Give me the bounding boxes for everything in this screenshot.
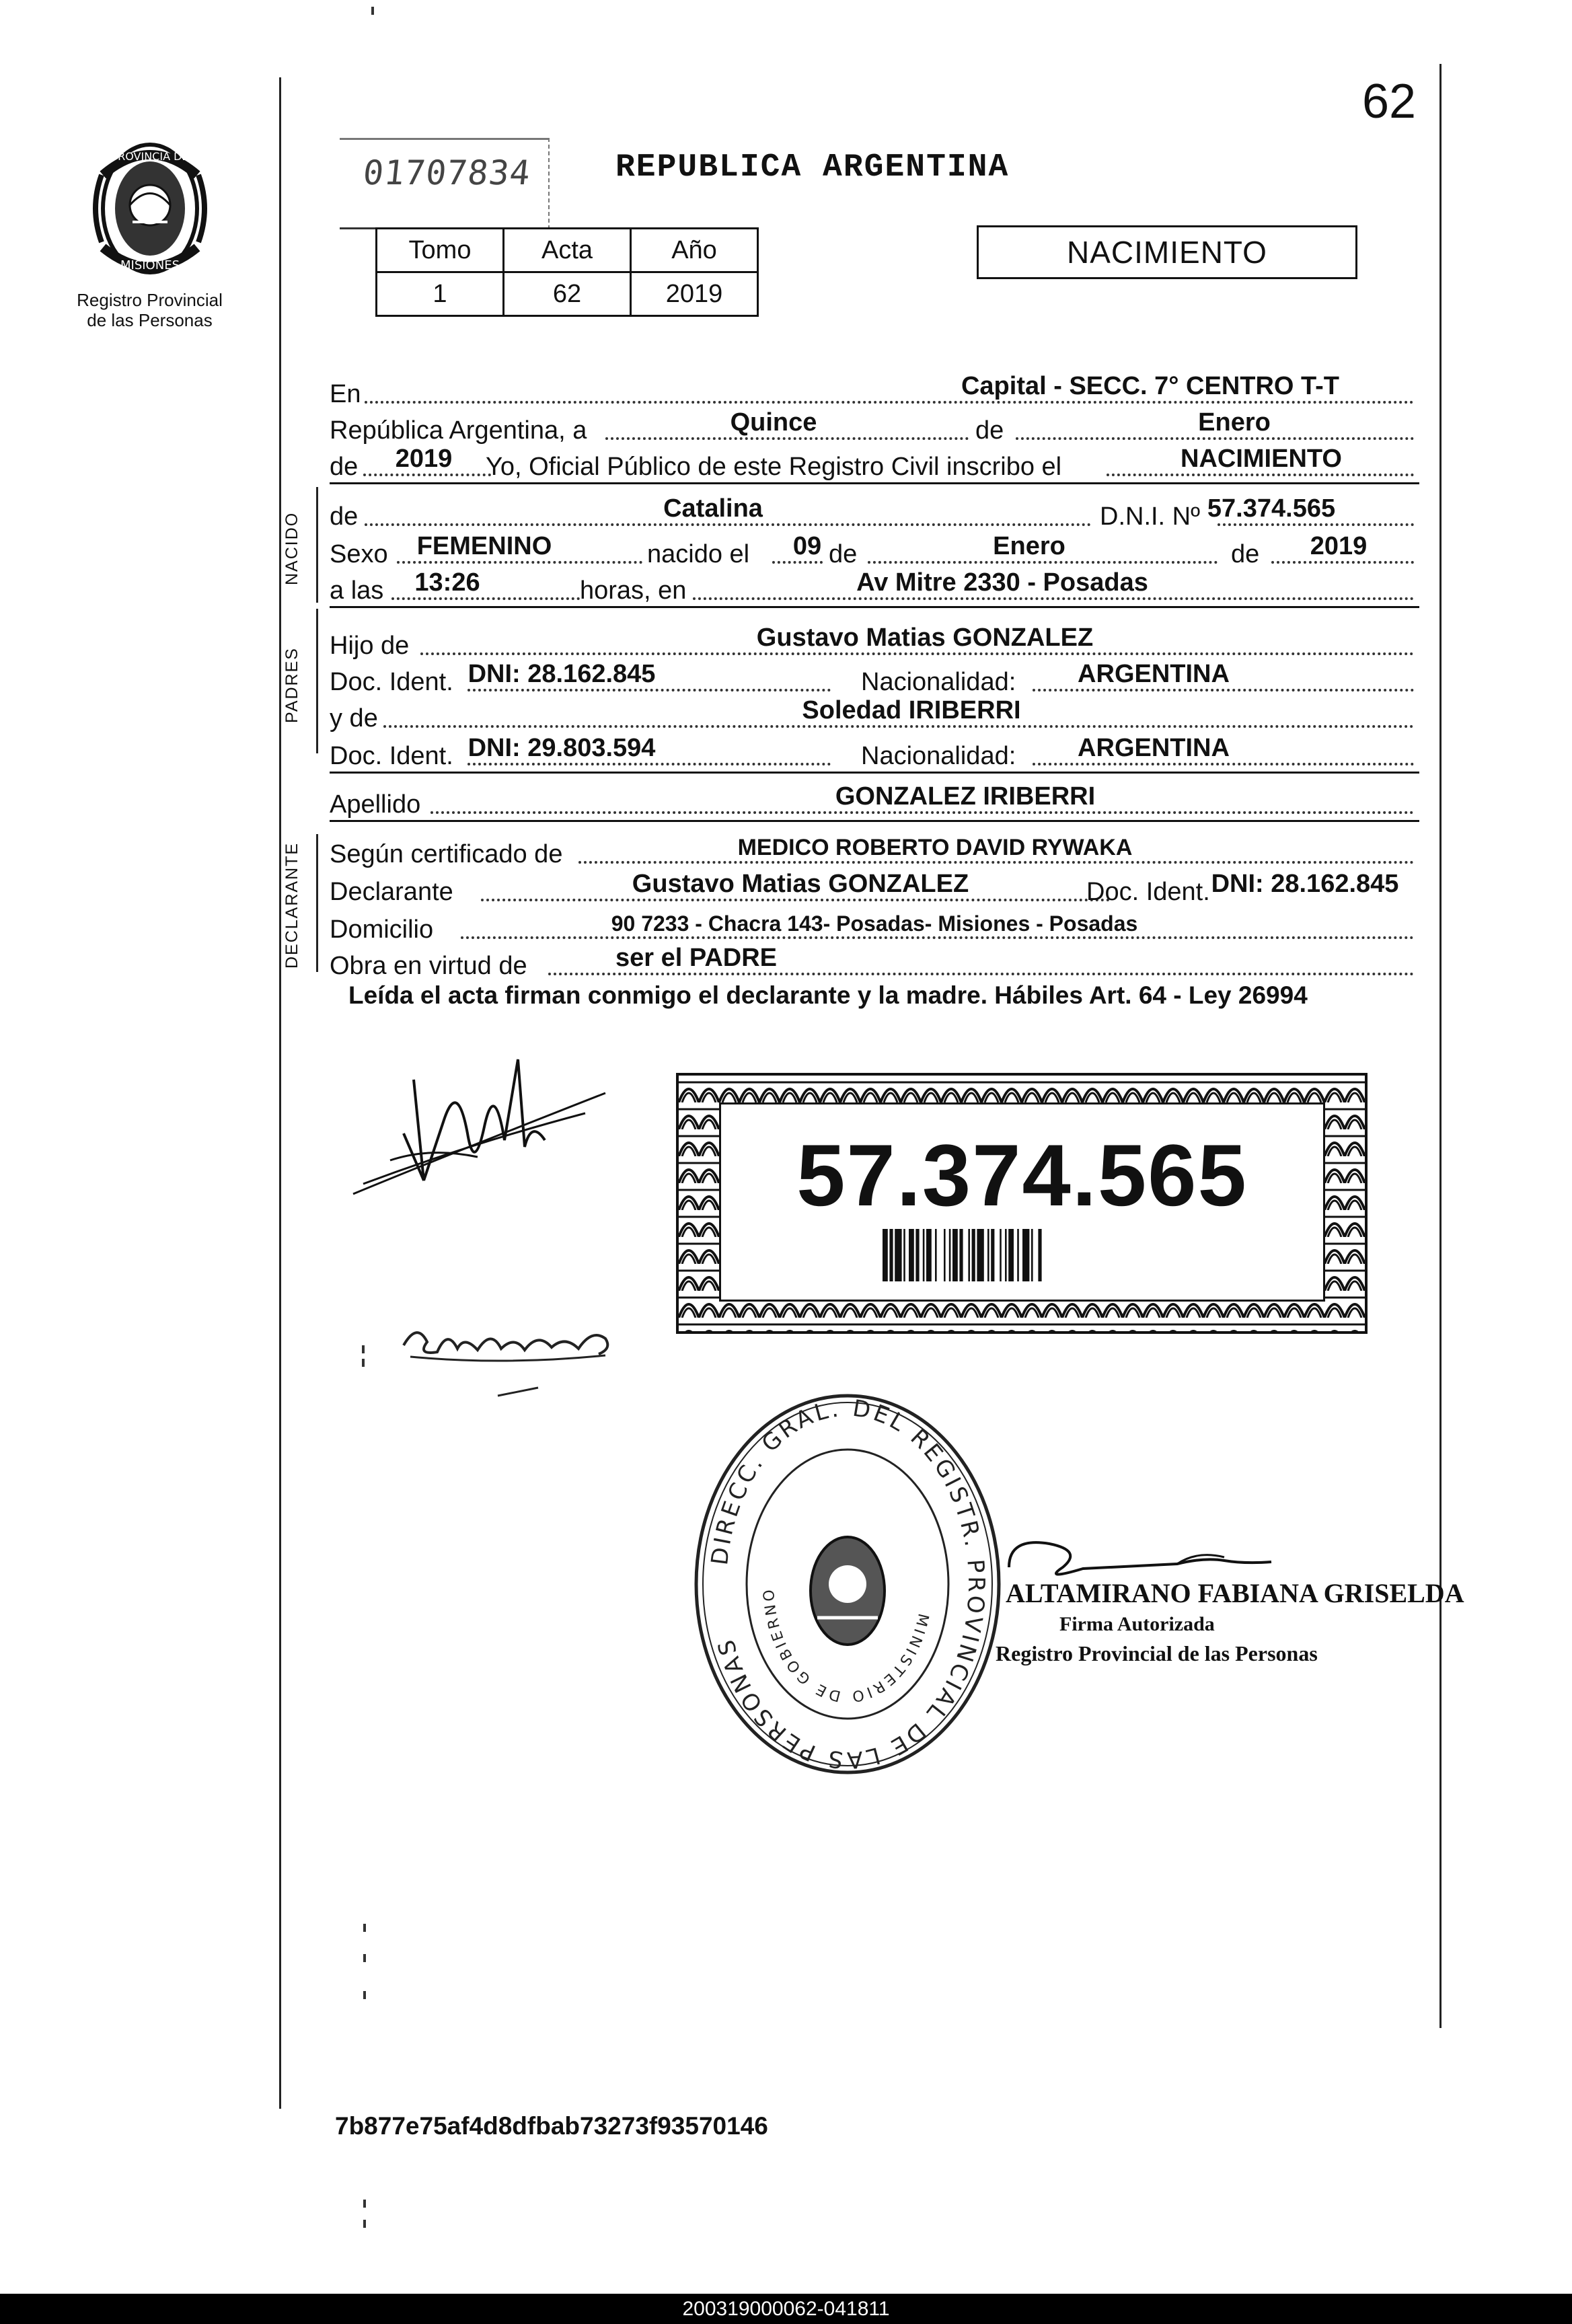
official-stamp	[686, 1389, 1009, 1779]
row-domicilio	[330, 904, 1419, 944]
row-inscripcion	[330, 441, 1419, 482]
provincial-logo	[64, 135, 235, 330]
row-padre-doc	[330, 657, 1419, 697]
value-nac-dia: 09	[792, 532, 822, 560]
misiones-seal-icon	[83, 135, 217, 283]
row-declarante	[330, 866, 1419, 907]
value-nac-anio: 2019	[1310, 532, 1368, 560]
table-header-anio: Año	[631, 229, 758, 272]
side-label-padres: PADRES	[283, 647, 301, 723]
row-padre	[330, 620, 1419, 661]
label-apellido: Apellido	[330, 790, 421, 819]
row-lugar	[330, 369, 1419, 409]
row-obra	[330, 940, 1419, 981]
signer-office: Registro Provincial de las Personas	[996, 1641, 1318, 1665]
section-underline	[330, 606, 1419, 608]
mark	[362, 1345, 365, 1353]
record-table-value-row	[377, 272, 758, 316]
label-de-nombre: de	[330, 502, 359, 531]
dotted-leader	[467, 763, 831, 765]
dotted-leader	[1271, 561, 1414, 564]
label-doc-ident-madre: Doc. Ident.	[330, 742, 453, 770]
label-de-nac-anio: de	[1231, 540, 1260, 568]
stamp-outer-text: DIRECC. GRAL. DEL REGISTR. PROVINCIAL DE LAS PERSONAS	[706, 1394, 990, 1774]
value-acto: NACIMIENTO	[1181, 445, 1342, 473]
dotted-leader	[461, 936, 1414, 939]
value-apellido: GONZALEZ IRIBERRI	[835, 782, 1096, 811]
table-header-acta: Acta	[504, 229, 631, 272]
dotted-leader	[868, 561, 1218, 564]
label-sexo: Sexo	[330, 540, 388, 568]
mark	[363, 1954, 366, 1962]
dotted-leader	[772, 561, 823, 564]
logo-top-text: PROVINCIA DE	[110, 150, 189, 163]
label-horas-en: horas, en	[580, 576, 687, 605]
value-dia: Quince	[730, 408, 817, 437]
side-label-declarante: DECLARANTE	[283, 841, 301, 969]
mark	[363, 2200, 366, 2208]
dotted-leader	[1016, 437, 1414, 440]
dotted-leader	[481, 899, 1110, 901]
mark	[363, 2220, 366, 2228]
page-number: 62	[1362, 75, 1417, 128]
row-hora	[330, 565, 1419, 605]
row-fecha-acta	[330, 405, 1419, 445]
value-sexo: FEMENINO	[416, 532, 552, 560]
row-madre	[330, 693, 1419, 733]
section-underline	[330, 482, 1419, 484]
dotted-leader	[365, 401, 1414, 404]
value-hora: 13:26	[414, 568, 480, 597]
signer-role: Firma Autorizada	[1059, 1613, 1215, 1635]
label-doc-ident-padre: Doc. Ident.	[330, 668, 453, 696]
mark	[362, 1359, 365, 1367]
mark	[363, 1991, 366, 1999]
value-obra: ser el PADRE	[615, 944, 778, 972]
value-padre-nac: ARGENTINA	[1078, 660, 1230, 688]
value-nac-mes: Enero	[993, 532, 1065, 560]
dotted-leader	[363, 474, 491, 476]
value-mes: Enero	[1198, 408, 1271, 437]
right-margin-line	[1439, 64, 1442, 2028]
dotted-leader	[397, 561, 642, 564]
document-hash: 7b877e75af4d8dfbab73273f93570146	[335, 2112, 768, 2140]
dotted-leader	[420, 652, 1414, 655]
value-lugar: Capital - SECC. 7° CENTRO T-T	[961, 372, 1340, 400]
side-label-nacido: NACIDO	[283, 511, 301, 585]
signature-declarante	[350, 1039, 619, 1248]
dni-label	[676, 1073, 1368, 1334]
row-madre-doc	[330, 730, 1419, 771]
value-nombre: Catalina	[663, 494, 763, 523]
country-heading: REPUBLICA ARGENTINA	[615, 149, 1010, 186]
nacido-bracket	[316, 487, 318, 603]
label-nacionalidad-padre: Nacionalidad:	[861, 668, 1016, 696]
label-de-mes: de	[975, 416, 1004, 445]
dotted-leader	[605, 437, 969, 440]
logo-caption-line1: Registro Provincial	[77, 290, 223, 310]
value-declarante: Gustavo Matias GONZALEZ	[632, 870, 969, 898]
value-anio: 2019	[395, 445, 453, 473]
label-segun-certificado: Según certificado de	[330, 840, 563, 868]
closing-statement: Leída el acta firman conmigo el declarante y la madre. Hábiles Art. 64 - Ley 26994	[348, 981, 1308, 1009]
left-margin-line	[279, 77, 281, 2109]
row-nombre	[330, 491, 1419, 531]
dotted-leader	[383, 725, 1414, 728]
label-nacido-el: nacido el	[647, 540, 750, 568]
mark	[371, 7, 374, 15]
label-domicilio: Domicilio	[330, 915, 434, 944]
value-madre-nac: ARGENTINA	[1078, 734, 1230, 762]
label-republica: República Argentina, a	[330, 416, 587, 445]
dni-label-frame	[719, 1102, 1325, 1302]
padres-bracket	[316, 609, 318, 753]
row-sexo	[330, 529, 1419, 569]
value-domicilio: 90 7233 - Chacra 143- Posadas- Misiones - Posadas	[611, 911, 1138, 936]
record-table	[375, 227, 759, 317]
dotted-leader	[578, 861, 1414, 864]
label-dni: D.N.I. Nº	[1100, 502, 1200, 531]
barcode-icon	[883, 1229, 1259, 1281]
label-doc-ident-declarante: Doc. Ident.	[1086, 878, 1210, 906]
value-madre: Soledad IRIBERRI	[802, 696, 1021, 724]
section-underline	[330, 772, 1419, 774]
label-yo: Yo, Oficial Público de este Registro Civil inscribo el	[486, 453, 1062, 481]
serial-number: 01707834	[361, 153, 533, 192]
value-padre-dni: DNI: 28.162.845	[467, 660, 656, 688]
stamp-inner-text: MINISTERIO DE GOBIERNO	[760, 1586, 932, 1705]
dni-label-number: 57.374.565	[796, 1126, 1248, 1224]
dotted-leader	[1033, 763, 1414, 765]
record-table-header-row	[377, 229, 758, 272]
label-de-anio: de	[330, 453, 359, 481]
footer-code: 200319000062-041811	[0, 2294, 1572, 2324]
value-declarante-dni: DNI: 28.162.845	[1211, 870, 1399, 898]
dotted-leader	[467, 689, 831, 691]
signer-name: ALTAMIRANO FABIANA GRISELDA	[1006, 1578, 1464, 1608]
dotted-leader	[1218, 523, 1414, 526]
dotted-leader	[1107, 474, 1414, 476]
dotted-leader	[693, 597, 1414, 600]
dotted-leader	[1033, 689, 1414, 691]
mark	[363, 1924, 366, 1932]
label-nacionalidad-madre: Nacionalidad:	[861, 742, 1016, 770]
dotted-leader	[365, 523, 1091, 526]
label-hijo-de: Hijo de	[330, 632, 410, 660]
table-value-tomo: 1	[377, 272, 504, 316]
registry-seal-icon	[686, 1389, 1009, 1779]
label-en: En	[330, 380, 361, 408]
label-declarante: Declarante	[330, 878, 453, 906]
value-madre-dni: DNI: 29.803.594	[467, 734, 656, 762]
table-value-anio: 2019	[631, 272, 758, 316]
row-apellido	[330, 779, 1419, 819]
value-lugar-nac: Av Mitre 2330 - Posadas	[856, 568, 1148, 597]
dotted-leader	[431, 811, 1414, 814]
logo-caption-line2: de las Personas	[87, 310, 213, 330]
row-certificado	[330, 829, 1419, 869]
signature-madre	[397, 1308, 639, 1409]
logo-bottom-text: MISIONES	[120, 258, 180, 272]
dotted-leader	[548, 973, 1414, 975]
value-padre: Gustavo Matias GONZALEZ	[756, 624, 1094, 652]
label-obra: Obra en virtud de	[330, 952, 527, 980]
declarante-bracket	[316, 834, 318, 972]
dotted-leader	[391, 597, 580, 600]
label-a-las: a las	[330, 576, 384, 605]
table-value-acta: 62	[504, 272, 631, 316]
label-y-de: y de	[330, 704, 378, 733]
value-dni: 57.374.565	[1207, 494, 1336, 523]
table-header-tomo: Tomo	[377, 229, 504, 272]
value-certificado: MEDICO ROBERTO DAVID RYWAKA	[737, 835, 1133, 860]
section-underline	[330, 820, 1419, 822]
label-de-nac-mes: de	[829, 540, 858, 568]
record-type-box: NACIMIENTO	[977, 225, 1357, 279]
